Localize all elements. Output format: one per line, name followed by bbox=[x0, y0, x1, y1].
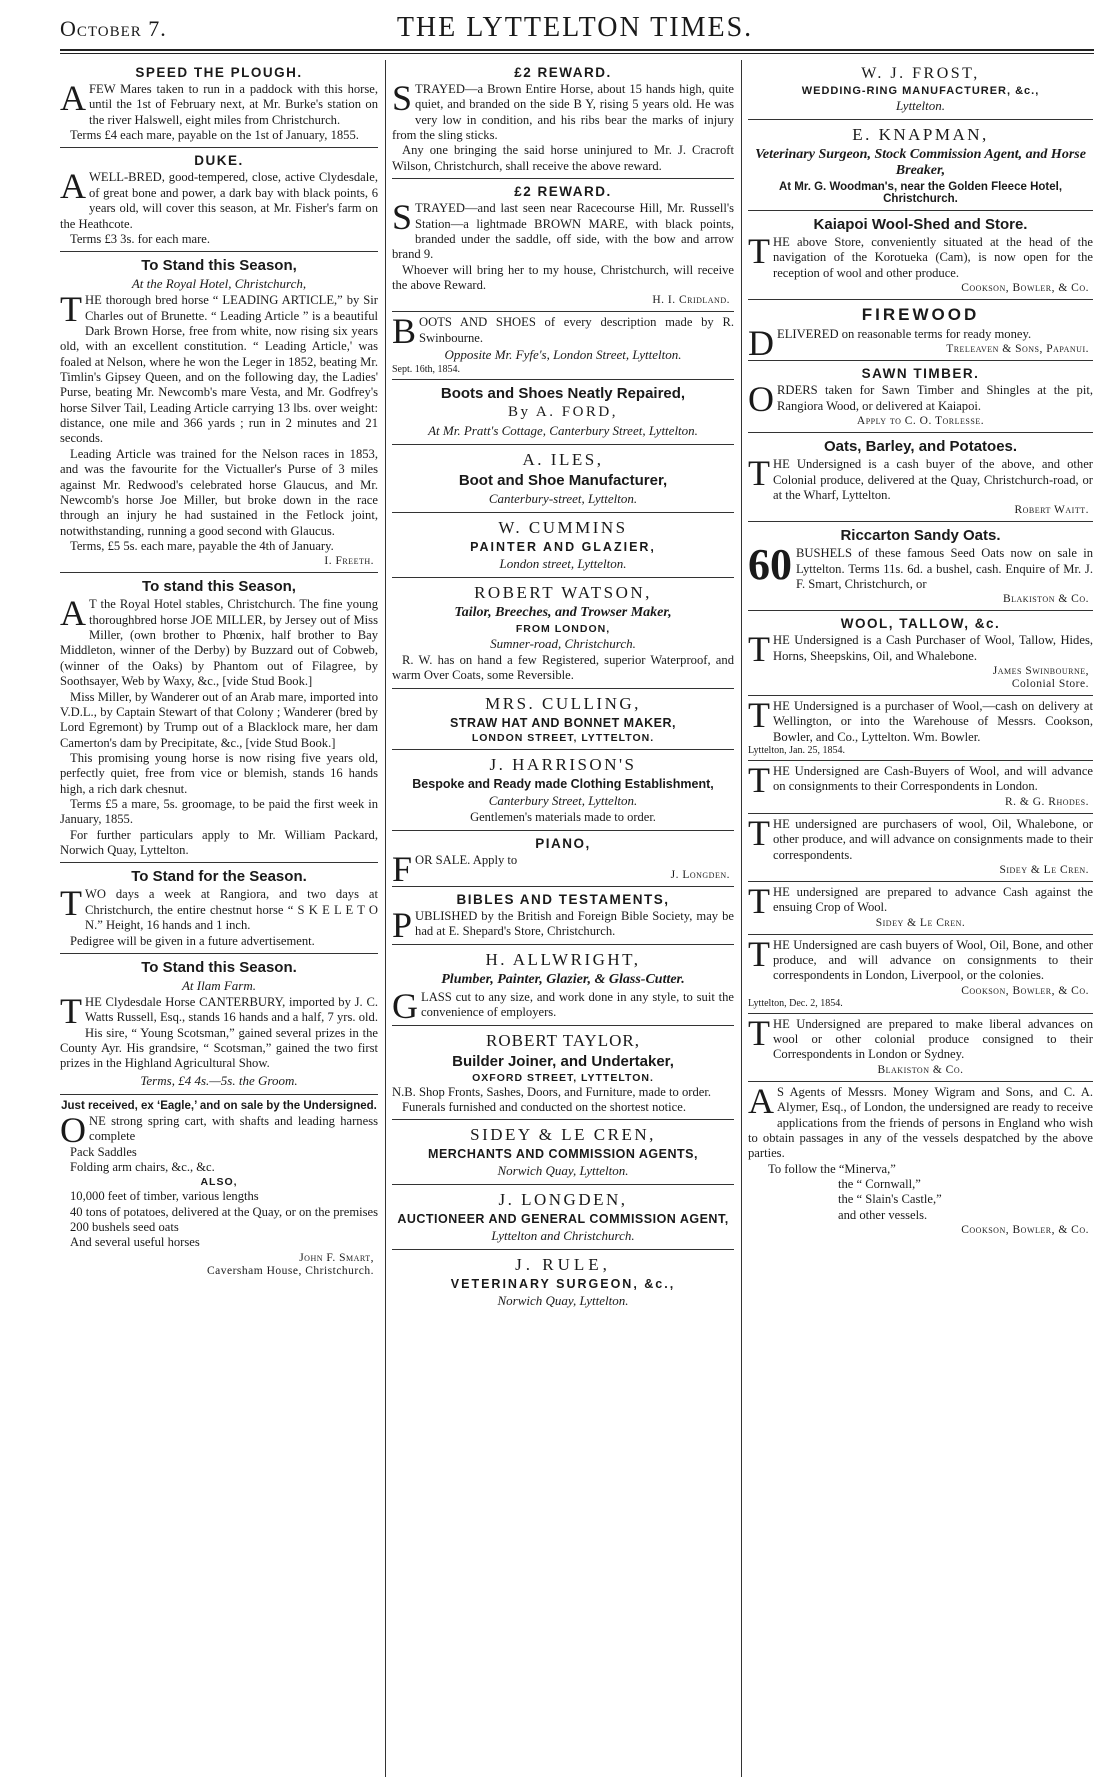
ad-text: HE thorough bred horse “ LEADING ARTICLE,” by Sir Charles out of Brunette. “ Leading Article ” is a beautiful Dark Brown Horse, free from white, now rising six years old, with an excellent constitution. “ Leading Article,' was foaled at Nelson, where he won the Leger in 1852, beating Mr. Timlin's Gipsey Queen, and on the following day, the Ladies' Purse, beating Mr. Newcomb's mare Vesta, and Mr. Godfrey's horse Silver Tail, Leading Article carrying 13 lbs. over weight: distance, one mile and 366 yards ; run in 2 minutes and 21 seconds. bbox=[60, 293, 378, 446]
ad-text: This promising young horse is now rising five years old, perfectly quiet, free from vice or blemish, stands 16 hands high, a rich dark chesnut. bbox=[60, 750, 378, 796]
ad-reward-horse bbox=[392, 60, 734, 179]
drop-cap: T bbox=[748, 453, 770, 494]
ad-terms: Terms, £4 4s.—5s. the Groom. bbox=[140, 1072, 298, 1088]
ad-text: HE Clydesdale Horse CANTERBURY, imported by J. C. Watts Russell, Esq., stands 16 hands and a half, 7 yrs. old. His sire, “ Young Scotsman,” gained several prizes in the County Ayr. His grandsire, “ Scotsman,” gained the two first prizes in the Highland Agricultural Show. bbox=[60, 994, 378, 1071]
ad-signature: Sidey & Le Cren. bbox=[875, 916, 966, 929]
list-item: the “ Slain's Castle,” bbox=[838, 1192, 942, 1207]
also-label: ALSO, bbox=[200, 1176, 238, 1189]
drop-cap: O bbox=[60, 1109, 86, 1150]
ad-heading: £2 REWARD. bbox=[514, 184, 612, 200]
sale-items bbox=[70, 1145, 378, 1176]
ad-watson bbox=[392, 578, 734, 689]
list-item: 40 tons of potatoes, delivered at the Quay, or on the premises bbox=[70, 1204, 378, 1219]
ad-text: TRAYED—a Brown Entire Horse, about 15 hands high, quite quiet, and branded on the side B Y, rising 5 years old. He was very low in condition, and his ribs bear the marks of injury from the sling sticks. bbox=[392, 82, 734, 143]
ad-from: FROM LONDON, bbox=[515, 623, 611, 636]
column-divider-2 bbox=[741, 60, 742, 1777]
ad-blakiston-advances bbox=[748, 1014, 1093, 1082]
column-right bbox=[748, 60, 1093, 1777]
ad-cummins bbox=[392, 513, 734, 578]
ad-signature: Cookson, Bowler, & Co. bbox=[961, 984, 1089, 997]
ad-frost bbox=[748, 60, 1093, 120]
ad-text: HE Undersigned is a Cash Purchaser of Wool, Tallow, Hides, Horns, Sheepskins, Oil, and Whalebone. bbox=[773, 633, 1093, 663]
ad-heading: FIREWOOD bbox=[861, 305, 980, 325]
ad-trade: Veterinary Surgeon, Stock Commission Agent, and Horse Breaker, bbox=[755, 147, 1086, 178]
ad-signature: John F. Smart, bbox=[299, 1251, 374, 1264]
ad-knapman bbox=[748, 120, 1093, 211]
ad-date: Sept. 16th, 1854. bbox=[392, 364, 461, 376]
list-item: and other vessels. bbox=[838, 1207, 928, 1222]
ad-heading: £2 REWARD. bbox=[514, 65, 612, 80]
ad-joe-miller bbox=[60, 573, 378, 863]
column-left bbox=[60, 60, 378, 1777]
ad-text: NE strong spring cart, with shafts and leading harness complete bbox=[89, 1113, 378, 1144]
ad-iles bbox=[392, 445, 734, 513]
ad-text: R. W. has on hand a few Registered, superior Waterproof, and warm Over Coats, some Reversible. bbox=[392, 653, 734, 683]
ad-sawn-timber bbox=[748, 361, 1093, 433]
ad-text: S Agents of Messrs. Money Wigram and Sons, and C. A. Alymer, Esq., of London, the undersigned are ready to receive applications from the friends of persons in England who wish to obtain passages in any of the vessels despatched by the above parties. bbox=[748, 1084, 1093, 1161]
drop-cap: A bbox=[60, 593, 86, 634]
ad-signature: Blakiston & Co. bbox=[1002, 593, 1089, 606]
ad-longden bbox=[392, 1185, 734, 1250]
ad-address: Norwich Quay, Lyttelton. bbox=[497, 1163, 629, 1179]
ad-address: Canterbury Street, Lyttelton. bbox=[488, 792, 638, 808]
ad-sidey-advance bbox=[748, 882, 1093, 935]
ad-name: ROBERT TAYLOR, bbox=[486, 1030, 640, 1050]
drop-cap: F bbox=[392, 848, 413, 889]
ad-heading: PIANO, bbox=[535, 835, 591, 851]
ad-terms: Terms, £5 5s. each mare, payable the 4th of January. bbox=[70, 538, 334, 553]
ad-address: Lyttelton and Christchurch. bbox=[491, 1228, 635, 1244]
ad-date: Lyttelton, Jan. 25, 1854. bbox=[748, 745, 845, 757]
ad-heading: Kaiapoi Wool-Shed and Store. bbox=[813, 216, 1028, 233]
ad-heading: Oats, Barley, and Potatoes. bbox=[823, 438, 1018, 456]
ad-heading: DUKE. bbox=[194, 153, 244, 169]
ad-text: FEW Mares taken to run in a paddock with this horse, until the 1st of February next, at Mr. Burke's station on the river Halswell, eight miles from Christchurch. bbox=[89, 82, 378, 127]
ad-heading: WOOL, TALLOW, &c. bbox=[840, 616, 1001, 632]
ad-piano bbox=[392, 831, 734, 887]
newspaper-title: THE LYTTELTON TIMES. bbox=[396, 12, 754, 43]
ad-wool-tallow bbox=[748, 611, 1093, 696]
drop-cap: T bbox=[748, 812, 770, 853]
ad-signature: Cookson, Bowler, & Co. bbox=[961, 1224, 1089, 1237]
list-item: 10,000 feet of timber, various lengths bbox=[70, 1189, 259, 1204]
ad-address: Sumner-road, Christchurch. bbox=[490, 636, 636, 652]
ad-signature: James Swinbourne, bbox=[992, 665, 1089, 678]
ad-text: Pedigree will be given in a future advertisement. bbox=[70, 933, 315, 948]
ad-riccarton-oats bbox=[748, 522, 1093, 611]
drop-cap: A bbox=[60, 78, 86, 118]
ad-text: N.B. Shop Fronts, Sashes, Doors, and Furniture, made to order. bbox=[392, 1084, 712, 1099]
ad-sidey-wool bbox=[748, 814, 1093, 882]
ad-address: Lyttelton. bbox=[895, 98, 946, 113]
drop-cap: T bbox=[748, 695, 770, 736]
ad-subheading: At Ilam Farm. bbox=[181, 977, 257, 993]
ad-sidey-le-cren bbox=[392, 1120, 734, 1185]
ad-firewood bbox=[748, 300, 1093, 364]
ad-text: Leading Article was trained for the Nelson races in 1853, and was the favourite for the Victualler's Purse of 3 miles against Mr. Redwood's celebrated horse Glaucus, and Mr. Newcomb's horse Joe Miller, but broke down in the race through an injury he had sustained in the Fetlock joint, notwithstanding, running a good second with Glaucus. bbox=[60, 446, 378, 538]
drop-cap: B bbox=[392, 311, 417, 352]
top-rule-thin bbox=[60, 53, 1094, 54]
ad-text: WELL-BRED, good-tempered, close, active Clydesdale, of great bone and power, a dark bay with black points, 6 years old, will cover this season, at Mr. Fisher's farm on the Heathcote. bbox=[60, 170, 378, 231]
ad-eagle-sale bbox=[60, 1095, 378, 1282]
ad-name: A. ILES, bbox=[522, 450, 604, 470]
ad-trade: PAINTER AND GLAZIER, bbox=[470, 540, 656, 555]
ad-date: Lyttelton, Dec. 2, 1854. bbox=[748, 997, 843, 1009]
ad-text: OOTS AND SHOES of every description made by R. Swinbourne. bbox=[419, 315, 734, 345]
drop-cap: T bbox=[748, 760, 770, 801]
ad-signature: H. I. Cridland. bbox=[652, 294, 730, 307]
sale-items-also bbox=[70, 1189, 378, 1250]
ad-oats-barley bbox=[748, 433, 1093, 522]
ad-kaiapoi-woolshed bbox=[748, 211, 1093, 300]
column-middle bbox=[392, 60, 734, 1777]
ad-text: BUSHELS of these famous Seed Oats now on sale in Lyttelton. Terms 11s. 6d. a bushel, cash. Enquire of Mr. J. F. Smart, Christchurch, or bbox=[796, 546, 1093, 591]
vessel-list bbox=[768, 1162, 1093, 1223]
drop-cap: D bbox=[748, 323, 774, 364]
list-item: 200 bushels seed oats bbox=[70, 1220, 179, 1235]
ad-trade: VETERINARY SURGEON, &c., bbox=[450, 1277, 676, 1292]
ad-signature: Robert Waitt. bbox=[1014, 504, 1089, 517]
ad-address: OXFORD STREET, LYTTELTON. bbox=[472, 1071, 654, 1084]
ad-address: Caversham House, Christchurch. bbox=[206, 1264, 374, 1277]
ad-ford bbox=[392, 380, 734, 445]
ad-heading: To Stand this Season, bbox=[141, 257, 297, 275]
ad-heading: SAWN TIMBER. bbox=[861, 366, 980, 382]
ad-text: HE Undersigned are cash buyers of Wool, Oil, Bone, and other produce, and will advance on consignments to their correspondents in London, Liverpool, or the colonies. bbox=[773, 937, 1093, 983]
ad-reward-mare bbox=[392, 179, 734, 312]
ad-signature: Sidey & Le Cren. bbox=[999, 863, 1089, 876]
ad-terms: Terms £4 each mare, payable on the 1st of January, 1855. bbox=[70, 128, 359, 143]
ad-boots-swinbourne bbox=[392, 312, 734, 380]
list-item: Folding arm chairs, &c., &c. bbox=[70, 1160, 215, 1175]
ad-name: E. KNAPMAN, bbox=[852, 125, 989, 144]
ad-text: TRAYED—and last seen near Racecourse Hill, Mr. Russell's Station—a lightmade BROWN MARE, with black points, branded under the saddle, off side, with the bow and arrow brand 9. bbox=[392, 201, 734, 262]
ad-trade: STRAW HAT AND BONNET MAKER, bbox=[450, 715, 676, 730]
ad-trade: WEDDING-RING MANUFACTURER, &c., bbox=[801, 85, 1040, 97]
ad-subheading: At the Royal Hotel, Christchurch, bbox=[131, 276, 307, 292]
ad-name: H. ALLWRIGHT, bbox=[485, 949, 641, 969]
ad-text: T the Royal Hotel stables, Christchurch. The fine young thoroughbred horse JOE MILLER, by Jersey out of Miss Miller, (own brother to Phœnix, half brother to Bay Middleton, winner of the Derby) by Buzzard out of Cobweb, (winner of the Oaks) by Phantom out of Filagree, by Soothsayer, Web by Waxy, &c., [vide Stud Book.] bbox=[60, 597, 378, 689]
ad-name: By A. FORD, bbox=[507, 404, 619, 421]
ad-heading: Boots and Shoes Neatly Repaired, bbox=[440, 385, 686, 403]
list-item: Pack Saddles bbox=[70, 1144, 137, 1159]
ad-rhodes bbox=[748, 761, 1093, 814]
ad-address: Colonial Store. bbox=[1011, 678, 1089, 691]
drop-cap: T bbox=[748, 933, 770, 974]
ad-address: Norwich Quay, Lyttelton. bbox=[497, 1293, 629, 1309]
drop-cap: G bbox=[392, 985, 418, 1026]
drop-cap: T bbox=[60, 289, 82, 330]
ad-heading: To stand this Season, bbox=[142, 578, 296, 596]
list-item: To follow the “Minerva,” bbox=[768, 1161, 896, 1176]
ad-text: HE Undersigned are prepared to make liberal advances on wool or other colonial produce consigned to their Correspondents in London or Sydney. bbox=[773, 1016, 1093, 1062]
ad-name: SIDEY & LE CREN, bbox=[470, 1125, 656, 1145]
ad-heading: Riccarton Sandy Oats. bbox=[840, 527, 1001, 545]
issue-date: October 7. bbox=[60, 16, 167, 41]
ad-heading: SPEED THE PLOUGH. bbox=[135, 65, 303, 80]
ad-text: For further particulars apply to Mr. William Packard, Norwich Quay, Lyttelton. bbox=[60, 827, 378, 858]
ad-text: OR SALE. Apply to bbox=[415, 852, 518, 867]
drop-cap: S bbox=[392, 197, 413, 238]
ad-heading: To Stand this Season. bbox=[141, 958, 297, 976]
ad-address: Canterbury-street, Lyttelton. bbox=[488, 491, 638, 507]
ad-leading-article bbox=[60, 252, 378, 573]
ad-cookson-buyers bbox=[748, 935, 1093, 1014]
ad-text: Gentlemen's materials made to order. bbox=[470, 809, 656, 824]
ad-trade: Builder Joiner, and Undertaker, bbox=[452, 1052, 674, 1070]
masthead bbox=[60, 12, 1090, 42]
ad-text: Funerals furnished and conducted on the shortest notice. bbox=[402, 1099, 686, 1114]
ad-passages bbox=[748, 1082, 1093, 1241]
ad-address: At Mr. G. Woodman's, near the Golden Fleece Hotel, Christchurch. bbox=[778, 181, 1063, 205]
ad-allwright bbox=[392, 945, 734, 1026]
drop-cap: P bbox=[392, 905, 413, 946]
ad-name: J. LONGDEN, bbox=[498, 1190, 628, 1210]
list-item: the “ Cornwall,” bbox=[838, 1176, 921, 1191]
ad-text: UBLISHED by the British and Foreign Bible Society, may be had at E. Shepard's Store, Christchurch. bbox=[415, 909, 734, 939]
ad-bibles bbox=[392, 887, 734, 945]
ad-signature: I. Freeth. bbox=[324, 555, 374, 568]
ad-address: London street, Lyttelton. bbox=[499, 556, 627, 572]
drop-cap: A bbox=[60, 166, 86, 207]
ad-skeleton bbox=[60, 863, 378, 953]
ad-signature: Apply to C. O. Torlesse. bbox=[856, 415, 985, 428]
ad-signature: J. Longden. bbox=[670, 869, 730, 882]
drop-cap: O bbox=[748, 379, 774, 420]
ad-harrison bbox=[392, 750, 734, 831]
ad-text: HE above Store, conveniently situated at the head of the navigation of the Korotueka (Cam), is now open for the reception of wool and other produce. bbox=[773, 235, 1093, 280]
ad-name: J. HARRISON'S bbox=[489, 754, 637, 774]
ad-trade: AUCTIONEER AND GENERAL COMMISSION AGENT, bbox=[397, 1212, 729, 1227]
ad-trade: Tailor, Breeches, and Trowser Maker, bbox=[454, 605, 672, 621]
ad-name: W. CUMMINS bbox=[498, 518, 628, 538]
ad-text: HE undersigned are purchasers of wool, Oil, Whalebone, or other produce, and will advance on consignments made to their correspondents. bbox=[773, 816, 1093, 862]
ad-name: MRS. CULLING, bbox=[485, 693, 641, 713]
ad-trade: Boot and Shoe Manufacturer, bbox=[458, 472, 668, 490]
ad-canterbury-horse bbox=[60, 954, 378, 1095]
drop-cap: T bbox=[60, 883, 82, 924]
drop-cap: T bbox=[748, 1012, 770, 1053]
drop-cap: S bbox=[392, 78, 413, 118]
ad-text: HE Undersigned are Cash-Buyers of Wool, and will advance on consignments to their Correspondents in London. bbox=[773, 764, 1093, 794]
ad-text: Any one bringing the said horse uninjured to Mr. J. Cracroft Wilson, Christchurch, shall receive the above reward. bbox=[392, 143, 734, 173]
ad-text: HE undersigned are prepared to advance Cash against the ensuing Crop of Wool. bbox=[773, 884, 1093, 915]
ad-signature: Treleaven & Sons, Papanui. bbox=[946, 343, 1089, 356]
ad-signature: R. & G. Rhodes. bbox=[1004, 795, 1089, 808]
ad-text: HE Undersigned is a cash buyer of the above, and other Colonial produce, delivered at the Quay, Christchurch-road, or at the Wharf, Lyttelton. bbox=[773, 457, 1093, 502]
ad-text: WO days a week at Rangiora, and two days at Christchurch, the entire chestnut horse “ S K E L E T O N.” Height, 16 hands and 1 inch. bbox=[85, 887, 378, 933]
ad-taylor bbox=[392, 1026, 734, 1121]
ad-trade: Plumber, Painter, Glazier, & Glass-Cutter. bbox=[441, 971, 685, 987]
ad-text: Whoever will bring her to my house, Christchurch, will receive the above Reward. bbox=[392, 262, 734, 292]
ad-trade: MERCHANTS AND COMMISSION AGENTS, bbox=[428, 1147, 698, 1162]
ad-signature: Blakiston & Co. bbox=[877, 1063, 964, 1076]
drop-cap: T bbox=[748, 880, 770, 921]
ad-signature: Cookson, Bowler, & Co. bbox=[961, 282, 1089, 295]
ad-address: LONDON STREET, LYTTELTON. bbox=[471, 731, 655, 744]
top-rule bbox=[60, 49, 1094, 51]
ad-name: J. RULE, bbox=[515, 1255, 611, 1275]
ad-duke bbox=[60, 148, 378, 252]
drop-cap: A bbox=[748, 1080, 774, 1121]
ad-heading: Just received, ex ‘Eagle,’ and on sale by the Undersigned. bbox=[61, 1099, 377, 1112]
ad-heading: BIBLES AND TESTAMENTS, bbox=[456, 892, 670, 908]
ad-speed-the-plough bbox=[60, 60, 378, 148]
ad-terms: Terms £3 3s. for each mare. bbox=[70, 231, 211, 246]
column-divider-1 bbox=[385, 60, 386, 1777]
ad-text: LASS cut to any size, and work done in any style, to suit the convenience of employers. bbox=[421, 989, 734, 1020]
ad-heading: To Stand for the Season. bbox=[131, 868, 307, 886]
drop-cap: T bbox=[748, 629, 770, 670]
ad-text: Miss Miller, by Wanderer out of an Arab mare, imported into V.D.L., by Captain Stewart of that Colony ; Wanderer (bred by Lord Egremont) by Trump out of a Blacklock mare, her dam Camerton's dam by Precipitate, &c., [vide Stud Book.] bbox=[60, 689, 378, 750]
ad-address: At Mr. Pratt's Cottage, Canterbury Street, Lyttelton. bbox=[428, 423, 698, 439]
ad-text: HE Undersigned is a purchaser of Wool,—cash on delivery at Wellington, or into the Warehouse of Messrs. Cookson, Bowler, and Co., Lyttelton. Wm. Bowler. bbox=[773, 699, 1093, 744]
ad-culling bbox=[392, 689, 734, 750]
ad-trade: Bespoke and Ready made Clothing Establishment, bbox=[412, 776, 714, 791]
drop-cap: 60 bbox=[748, 540, 792, 590]
ad-text: ELIVERED on reasonable terms for ready money. bbox=[777, 327, 1032, 342]
ad-address: Opposite Mr. Fyfe's, London Street, Lyttelton. bbox=[444, 347, 682, 363]
drop-cap: T bbox=[60, 990, 82, 1031]
ad-terms: Terms £5 a mare, 5s. groomage, to be paid the first week in January, 1855. bbox=[60, 797, 378, 827]
ad-bowler-wool bbox=[748, 696, 1093, 761]
ad-text: RDERS taken for Sawn Timber and Shingles at the pit, Rangiora Wood, or delivered at Kaiapoi. bbox=[777, 383, 1093, 413]
ad-rule bbox=[392, 1250, 734, 1314]
ad-name: W. J. FROST, bbox=[861, 65, 980, 82]
drop-cap: T bbox=[748, 231, 770, 271]
list-item: And several useful horses bbox=[70, 1235, 200, 1250]
ad-name: ROBERT WATSON, bbox=[474, 583, 652, 603]
